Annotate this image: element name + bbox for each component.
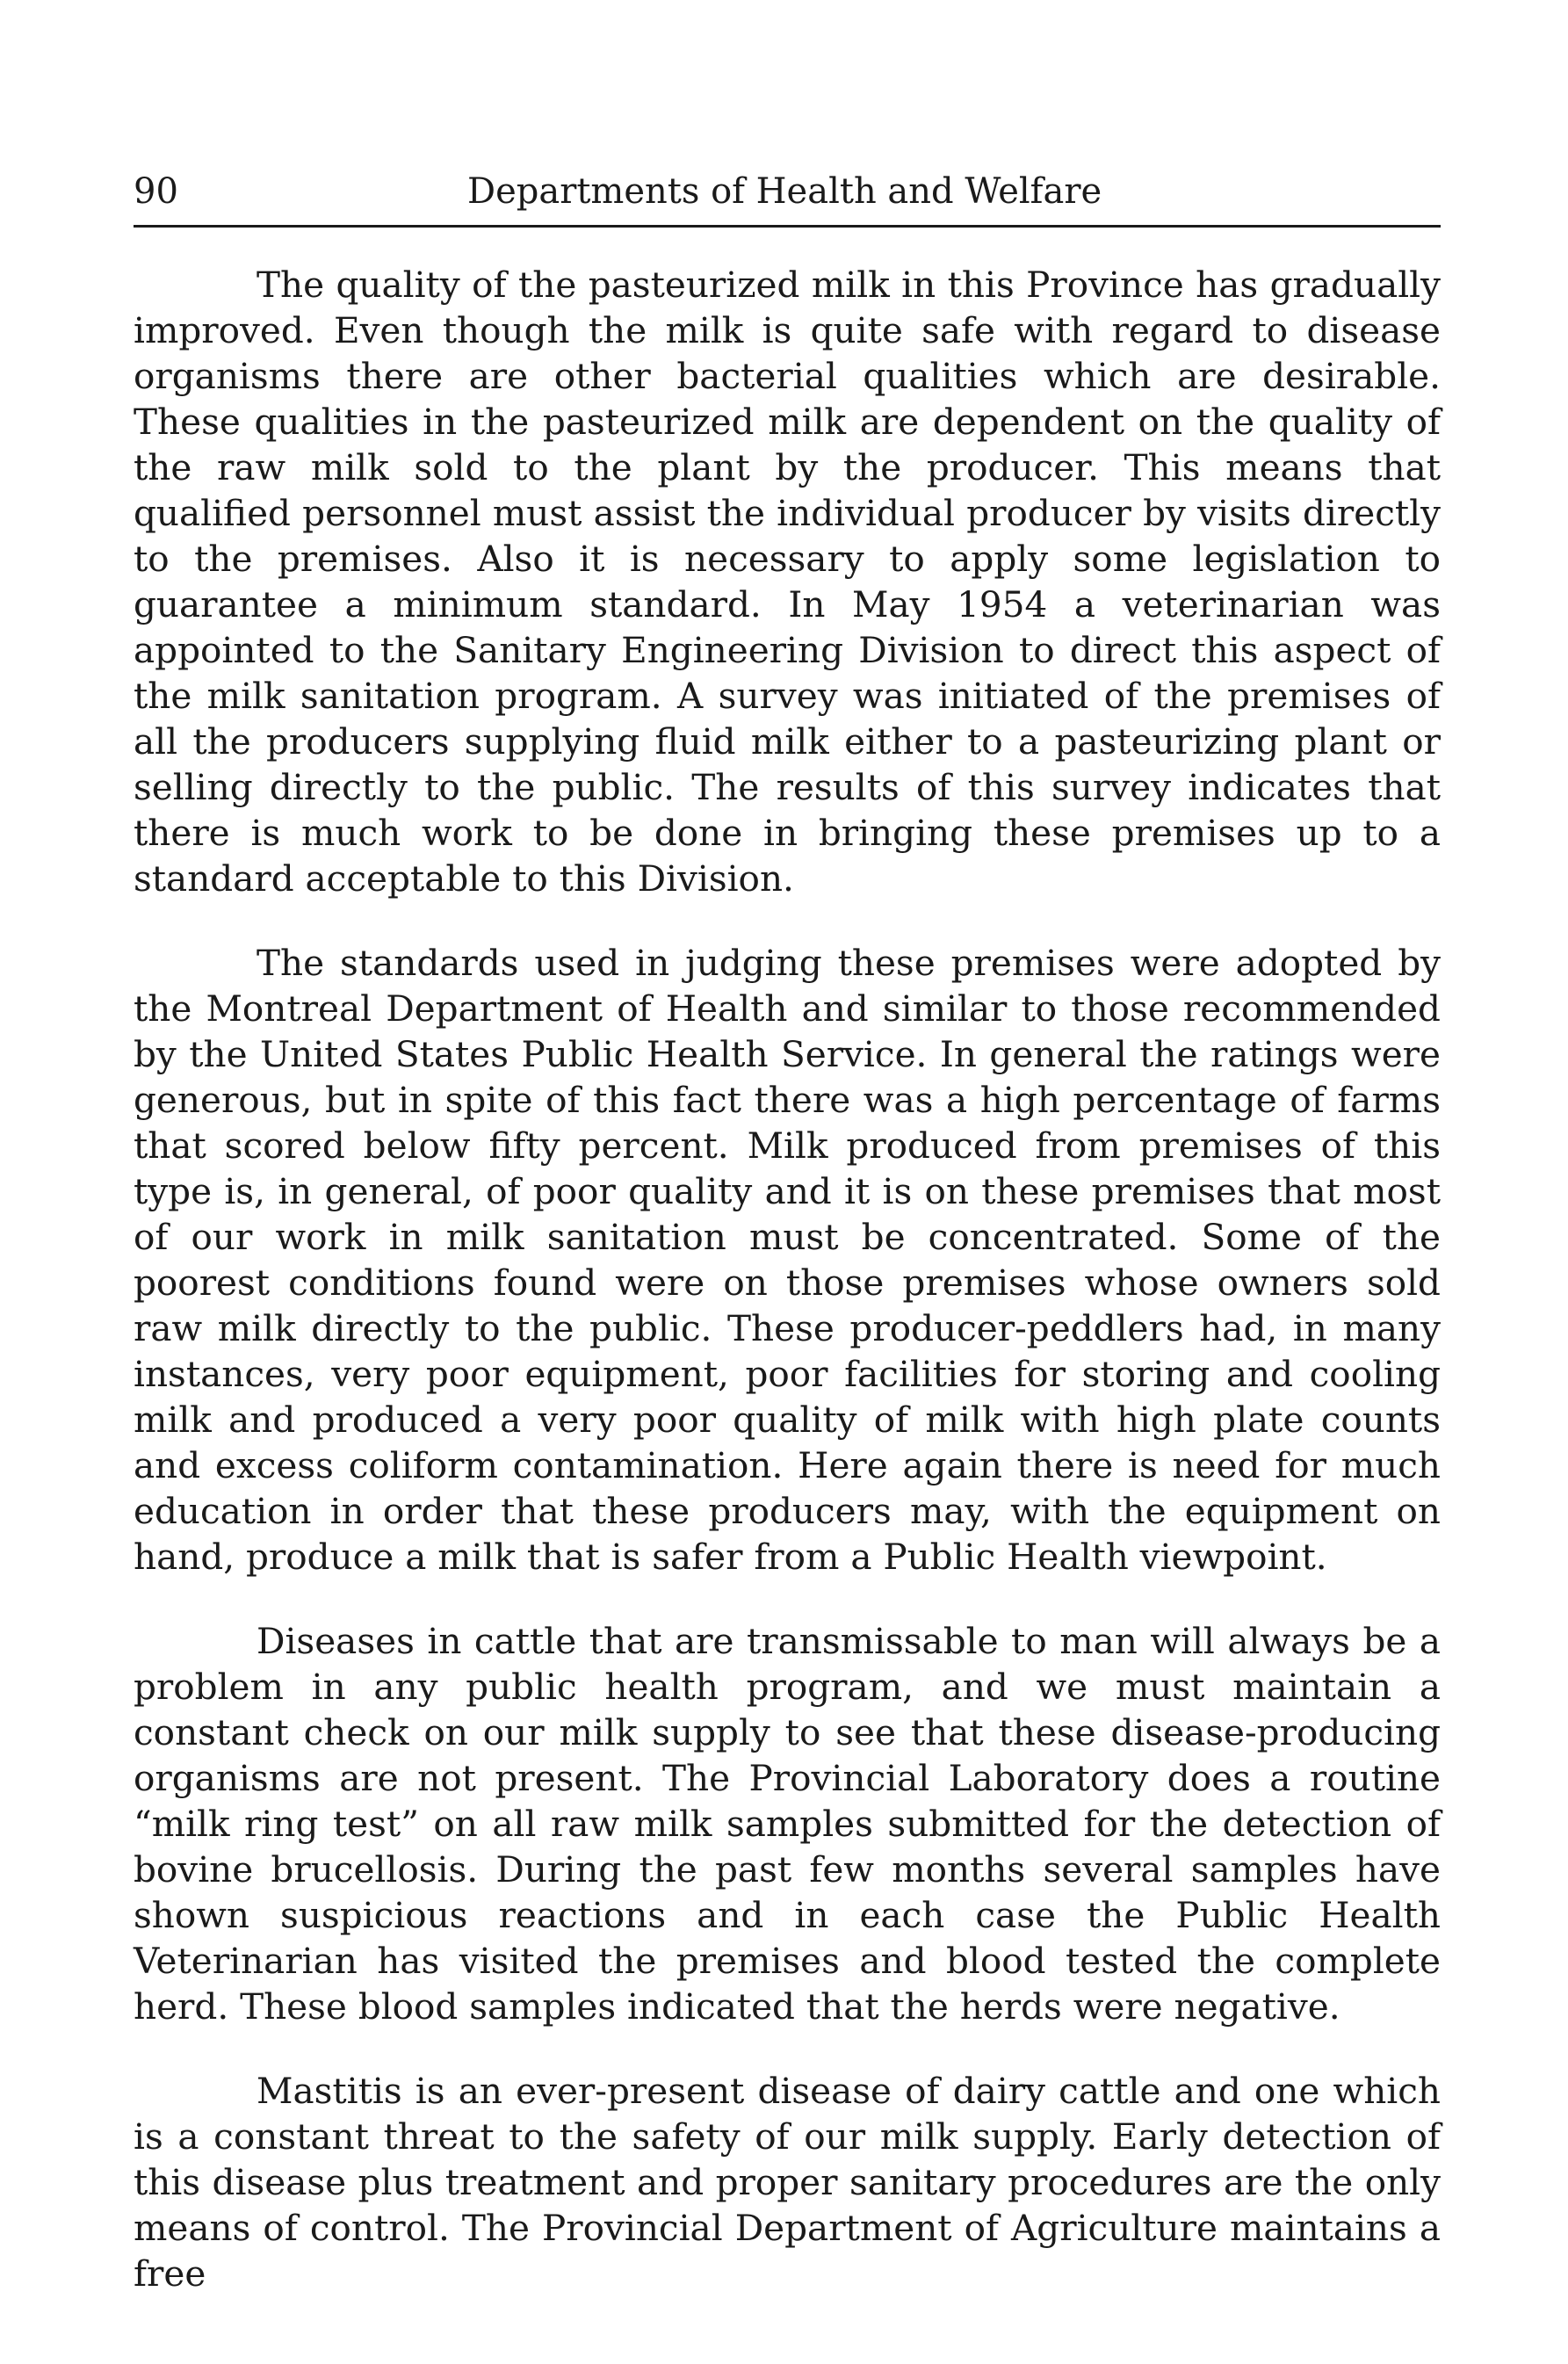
- paragraph-premises-standards: The standards used in judging these premises were adopted by the Montreal Department of Health and similar to those recommended by the United States Public Health Service. In general the ratings were generous, but in spite of this fact there was a high percentage of farms that scored below fifty percent. Milk produced from premises of this type is, in general, of poor quality and it is on these premises that most of our work in milk sanitation must be concentrated. Some of the poorest conditions found were on those premises whose owners sold raw milk directly to the public. These producer-peddlers had, in many instances, very poor equipment, poor facilities for storing and cooling milk and produced a very poor quality of milk with high plate counts and excess coliform contamination. Here again there is need for much education in order that these producers may, with the equipment on hand, produce a milk that is safer from a Public Health viewpoint.: [134, 942, 1441, 1578]
- running-head: Departments of Health and Welfare: [467, 171, 1102, 212]
- header-rule: [134, 225, 1441, 228]
- page-header: [134, 165, 1441, 218]
- body-text: [134, 262, 1441, 2296]
- document-page: [134, 165, 1441, 2295]
- paragraph-mastitis: Mastitis is an ever-present disease of dairy cattle and one which is a constant threat to the safety of our milk supply. Early detection of this disease plus treatment and proper sanitary procedures are the only means of control. The Provincial Department of Agriculture maintains a free: [134, 2070, 1441, 2295]
- page-number: 90: [134, 171, 178, 212]
- paragraph-pasteurized-milk-quality: The quality of the pasteurized milk in this Province has gradually improved. Even though the milk is quite safe with regard to disease organisms there are other bacterial qualities which are desirable. These qualities in the pasteurized milk are dependent on the quality of the raw milk sold to the plant by the producer. This means that qualified personnel must assist the individual producer by visits directly to the premises. Also it is necessary to apply some legislation to guarantee a minimum standard. In May 1954 a veterinarian was appointed to the Sanitary Engineering Division to direct this aspect of the milk sanitation program. A survey was initiated of the premises of all the producers supplying fluid milk either to a pasteurizing plant or selling directly to the public. The results of this survey indicates that there is much work to be done in bringing these premises up to a standard acceptable to this Division.: [134, 264, 1441, 900]
- paragraph-cattle-diseases: Diseases in cattle that are transmissable to man will always be a problem in any public health program, and we must maintain a constant check on our milk supply to see that these disease-producing organisms are not present. The Provincial Laboratory does a routine “milk ring test” on all raw milk samples submitted for the detection of bovine brucellosis. During the past few months several samples have shown suspicious reactions and in each case the Public Health Veterinarian has visited the premises and blood tested the complete herd. These blood samples indicated that the herds were negative.: [134, 1620, 1441, 2028]
